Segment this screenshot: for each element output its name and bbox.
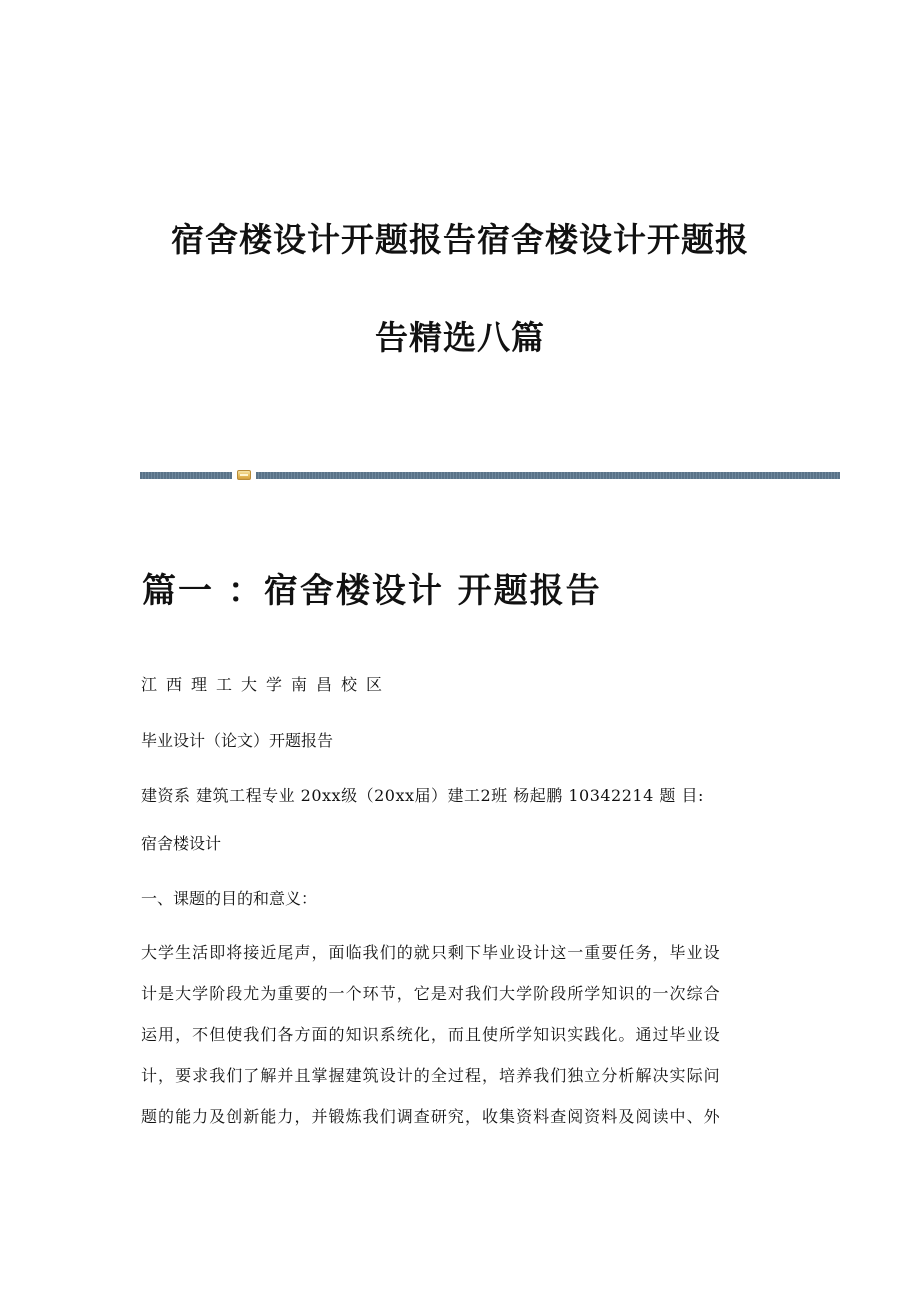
topic-title: 宿舍楼设计 <box>141 834 222 853</box>
paragraph-line: 运用，不但使我们各方面的知识系统化，而且使所学知识实践化。通过毕业设 <box>141 1025 721 1044</box>
document-title-line-1: 宿舍楼设计开题报告宿舍楼设计开题报 <box>171 220 749 259</box>
paragraph-line: 计是大学阶段尤为重要的一个环节，它是对我们大学阶段所学知识的一次综合 <box>141 984 721 1003</box>
school-name: 江西理工大学南昌校区 <box>141 675 392 694</box>
student-info: 建资系 建筑工程专业 20xx级（20xx届）建工2班 杨起鹏 10342214 题 目: <box>141 786 704 805</box>
paragraph-line: 计，要求我们了解并且掌握建筑设计的全过程，培养我们独立分析解决实际问 <box>141 1066 721 1085</box>
paragraph-line: 大学生活即将接近尾声，面临我们的就只剩下毕业设计这一重要任务，毕业设 <box>141 943 721 962</box>
document-title-line-2: 告精选八篇 <box>375 318 545 357</box>
decorative-divider <box>140 470 840 480</box>
divider-ornament-icon <box>237 470 251 480</box>
body-paragraph <box>141 938 773 1143</box>
divider-bar-right <box>256 472 840 479</box>
report-type: 毕业设计（论文）开题报告 <box>141 731 334 750</box>
subsection-heading: 一、课题的目的和意义： <box>141 889 318 908</box>
paragraph-line: 题的能力及创新能力，并锻炼我们调查研究，收集资料查阅资料及阅读中、外 <box>141 1107 721 1126</box>
section-heading: 篇一 ：宿舍楼设计 开题报告 <box>142 571 602 611</box>
divider-bar-left <box>140 472 232 479</box>
